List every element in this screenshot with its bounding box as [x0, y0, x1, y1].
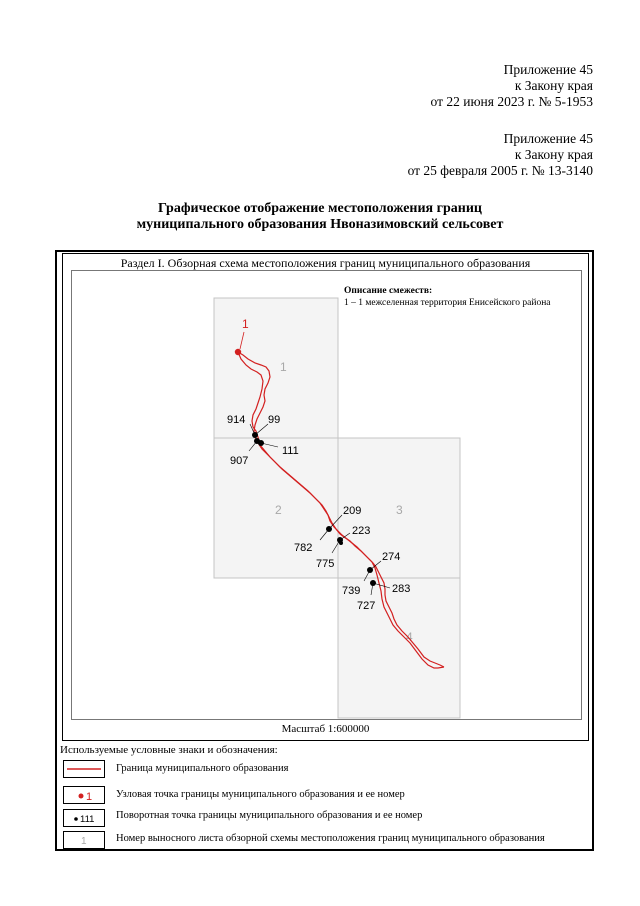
- node-point-label: 1: [242, 317, 249, 331]
- sheet-number-3: 3: [396, 503, 403, 517]
- turn-point: [339, 541, 343, 545]
- header-line: Приложение 45: [503, 62, 593, 77]
- map-frame: [62, 253, 589, 741]
- header-line: к Закону края: [514, 78, 593, 93]
- turn-point-label: 274: [382, 551, 401, 563]
- sheet-4-frame: [338, 578, 460, 718]
- header-line: от 22 июня 2023 г. № 5-1953: [430, 94, 593, 109]
- adjacency-item: 1 – 1 межселенная территория Енисейского района: [344, 298, 551, 308]
- turn-point-label: 739: [342, 585, 361, 597]
- turn-point-label: 914: [227, 414, 246, 426]
- node-point-1: [235, 349, 241, 355]
- header-line: от 25 февраля 2005 г. № 13-3140: [407, 163, 593, 178]
- legend-symbol-node-point: [63, 786, 105, 804]
- turn-point-label: 782: [294, 542, 313, 554]
- legend-node-number: 1: [86, 791, 93, 803]
- map-area: [71, 270, 582, 720]
- legend-text-turn-point: Поворотная точка границы муниципального образования и ее номер: [116, 810, 423, 821]
- turn-point-label: 111: [282, 445, 299, 457]
- section-title: Раздел I. Обзорная схема местоположения границ муниципального образования: [120, 256, 531, 270]
- legend-title: Используемые условные знаки и обозначения:: [60, 744, 278, 756]
- title-line: Графическое отображение местоположения границ: [158, 201, 482, 216]
- turn-point-label: 907: [230, 455, 249, 467]
- turn-point-label: 223: [352, 525, 371, 537]
- legend-text-sheet-number: Номер выносного листа обзорной схемы местоположения границ муниципального образования: [116, 833, 545, 844]
- turn-point-label: 283: [392, 583, 411, 595]
- overview-map: [72, 271, 583, 721]
- header-line: к Закону края: [514, 147, 593, 162]
- turn-point-label: 727: [357, 600, 376, 612]
- document-title: [0, 201, 640, 233]
- adjacency-title: Описание смежеств:: [344, 286, 433, 296]
- header-block-current: [431, 62, 593, 110]
- turn-point-label: 99: [268, 414, 281, 426]
- legend-turn-number: 111: [80, 814, 95, 825]
- legend-symbol-turn-point: [63, 809, 105, 827]
- legend-symbol-boundary: [63, 760, 105, 778]
- legend-text-boundary: Граница муниципального образования: [116, 763, 289, 774]
- sheet-number-1: 1: [280, 360, 287, 374]
- map-scale: Масштаб 1:600000: [281, 723, 370, 735]
- title-line: муниципального образования Нвоназимовский сельсовет: [136, 217, 504, 232]
- turn-point-label: 775: [316, 558, 335, 570]
- header-block-original: [408, 131, 593, 179]
- legend-sheet-number: 1: [81, 836, 87, 847]
- header-line: Приложение 45: [503, 131, 593, 146]
- legend-symbol-sheet-number: [63, 831, 105, 849]
- sheet-number-4: 4: [406, 630, 413, 644]
- sheet-number-2: 2: [275, 503, 282, 517]
- legend-text-node-point: Узловая точка границы муниципального образования и ее номер: [116, 789, 405, 800]
- turn-point-label: 209: [343, 505, 362, 517]
